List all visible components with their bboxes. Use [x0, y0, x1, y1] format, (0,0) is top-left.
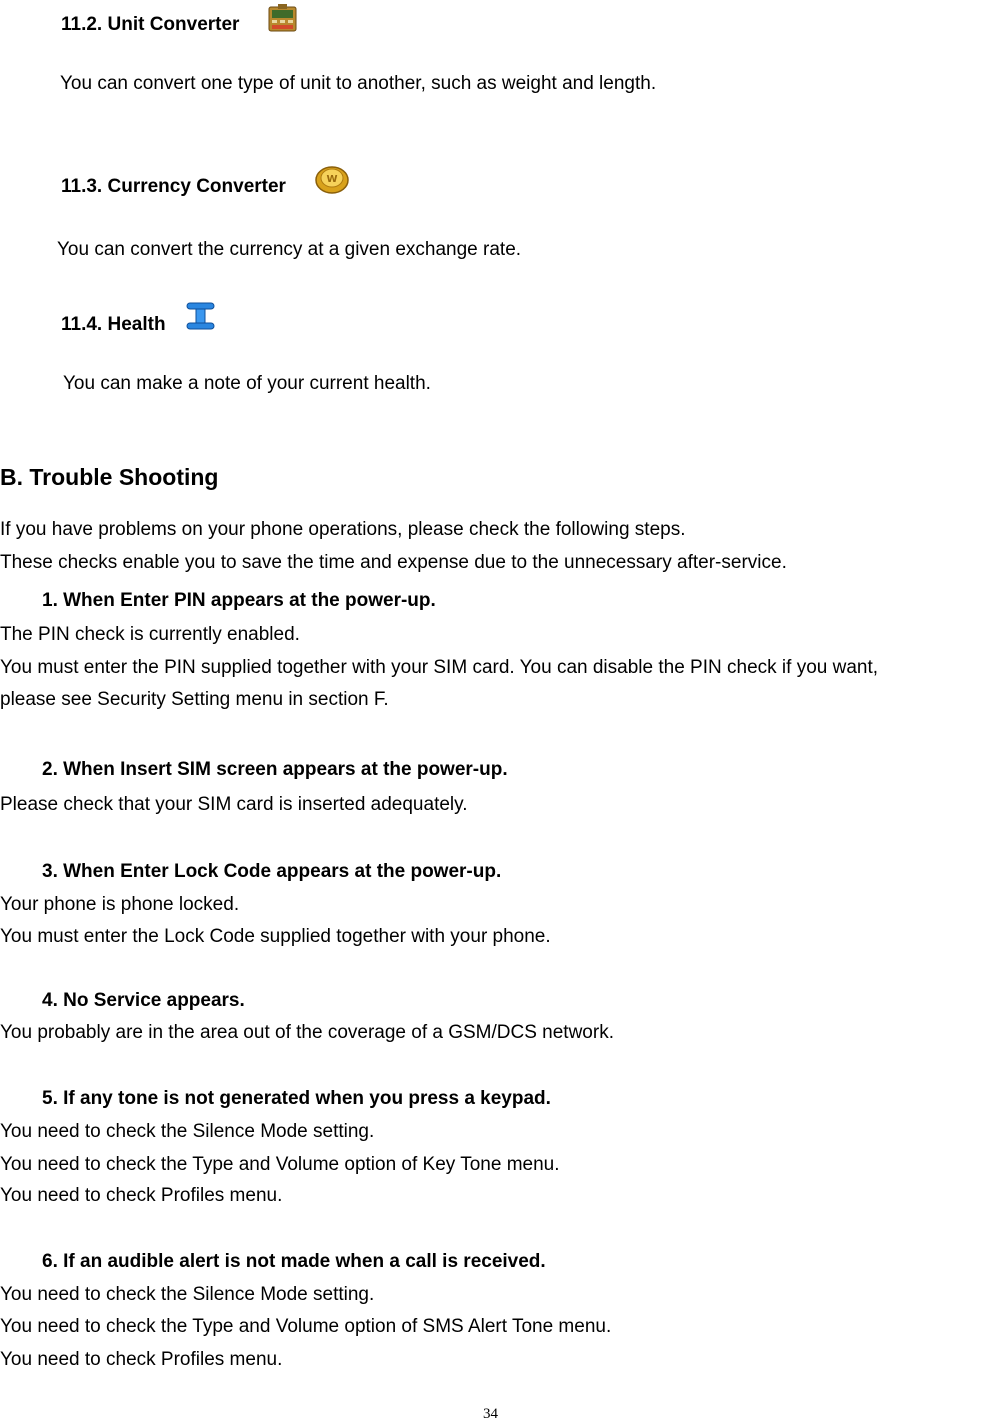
item-line: please see Security Setting menu in section F.	[0, 689, 389, 710]
item-line: Your phone is phone locked.	[0, 894, 240, 915]
unit-converter-icon	[268, 4, 297, 32]
item-heading: 2. When Insert SIM screen appears at the power-up.	[42, 759, 508, 780]
section-heading-health: 11.4. Health	[61, 314, 166, 335]
svg-text:W: W	[326, 174, 338, 185]
page-number: 34	[483, 1406, 498, 1422]
section-heading-unit-converter: 11.2. Unit Converter	[61, 14, 240, 35]
section-heading-currency-converter: 11.3. Currency Converter	[61, 176, 286, 197]
item-heading: 5. If any tone is not generated when you press a keypad.	[42, 1088, 551, 1109]
health-icon	[186, 301, 215, 331]
item-heading: 4. No Service appears.	[42, 990, 245, 1011]
section-text-health: You can make a note of your current health.	[63, 373, 431, 394]
item-line: The PIN check is currently enabled.	[0, 624, 300, 645]
intro-line: If you have problems on your phone operations, please check the following steps.	[0, 519, 686, 540]
item-line: You must enter the Lock Code supplied together with your phone.	[0, 926, 551, 947]
item-line: You need to check Profiles menu.	[0, 1185, 283, 1206]
item-line: You probably are in the area out of the coverage of a GSM/DCS network.	[0, 1022, 614, 1043]
trouble-shooting-title: B. Trouble Shooting	[0, 464, 219, 490]
item-heading: 3. When Enter Lock Code appears at the power-up.	[42, 861, 502, 882]
section-text-currency-converter: You can convert the currency at a given exchange rate.	[57, 239, 522, 260]
section-text-unit-converter: You can convert one type of unit to another, such as weight and length.	[60, 73, 657, 94]
item-heading: 1. When Enter PIN appears at the power-up.	[42, 590, 436, 611]
item-line: You must enter the PIN supplied together with your SIM card. You can disable the PIN check if you want,	[0, 657, 879, 678]
item-line: You need to check Profiles menu.	[0, 1349, 283, 1370]
intro-line: These checks enable you to save the time and expense due to the unnecessary after-service.	[0, 552, 787, 573]
item-heading: 6. If an audible alert is not made when a call is received.	[42, 1251, 546, 1272]
currency-converter-icon	[315, 164, 349, 194]
item-line: Please check that your SIM card is inserted adequately.	[0, 794, 468, 815]
item-line: You need to check the Silence Mode setting.	[0, 1121, 375, 1142]
item-line: You need to check the Type and Volume option of SMS Alert Tone menu.	[0, 1316, 612, 1337]
item-line: You need to check the Silence Mode setting.	[0, 1284, 375, 1305]
item-line: You need to check the Type and Volume option of Key Tone menu.	[0, 1154, 560, 1175]
